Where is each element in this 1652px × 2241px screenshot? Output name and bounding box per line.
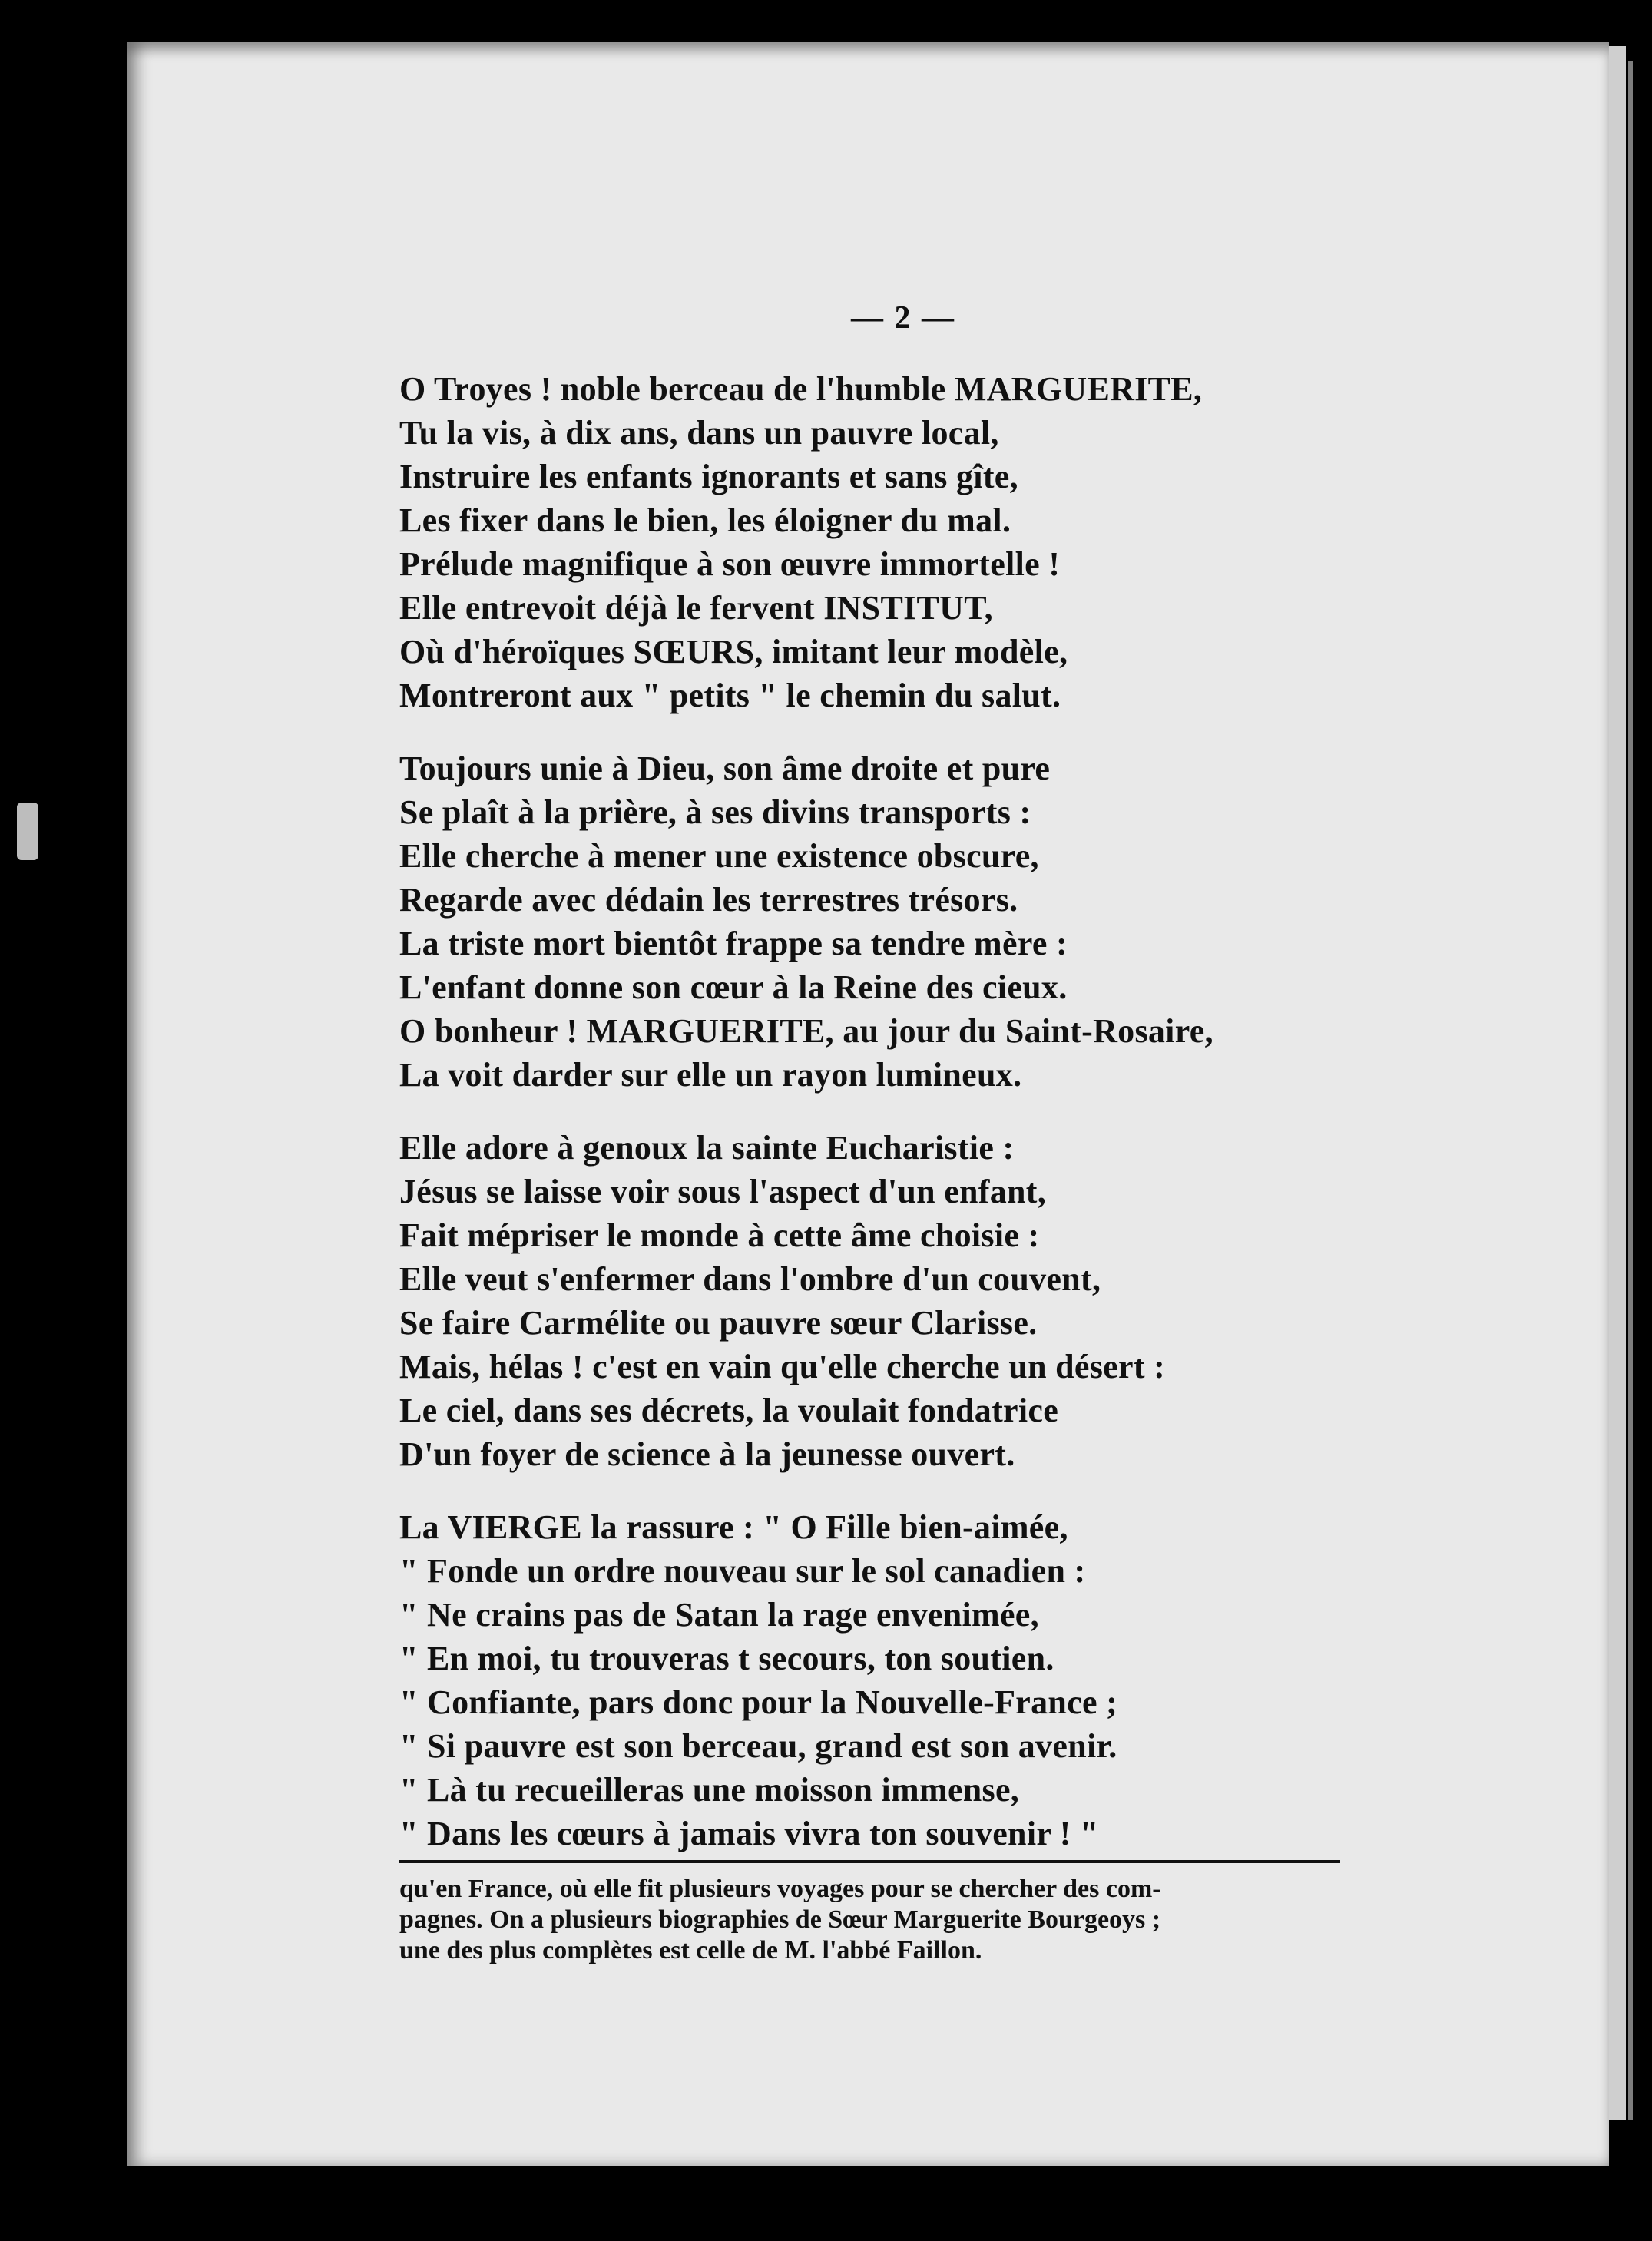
- poem-line: Instruire les enfants ignorants et sans gîte,: [399, 458, 1018, 495]
- poem-line: Où d'héroïques SŒURS, imitant leur modèle,: [399, 633, 1068, 670]
- poem-line: Elle adore à genoux la sainte Eucharistie :: [399, 1129, 1015, 1167]
- poem-line: La voit darder sur elle un rayon lumineux.: [399, 1056, 1022, 1094]
- poem-line: D'un foyer de science à la jeunesse ouvert.: [399, 1435, 1015, 1473]
- poem-line: " En moi, tu trouveras t secours, ton soutien.: [399, 1640, 1054, 1677]
- poem-line: Les fixer dans le bien, les éloigner du mal.: [399, 501, 1011, 539]
- poem-line: " Si pauvre est son berceau, grand est son avenir.: [399, 1727, 1117, 1765]
- footnote-line: une des plus complètes est celle de M. l'abbé Faillon.: [399, 1936, 982, 1965]
- poem-line: Toujours unie à Dieu, son âme droite et pure: [399, 750, 1051, 787]
- page-number: — 2 —: [851, 300, 955, 336]
- footnote-rule: [399, 1860, 1340, 1863]
- poem-line: " Ne crains pas de Satan la rage envenimée,: [399, 1596, 1039, 1634]
- poem-line: Se faire Carmélite ou pauvre sœur Clarisse.: [399, 1304, 1038, 1342]
- poem-line: " Confiante, pars donc pour la Nouvelle-France ;: [399, 1683, 1118, 1721]
- poem-line: Fait mépriser le monde à cette âme choisie :: [399, 1216, 1040, 1254]
- stanza-1: [399, 367, 1352, 717]
- poem-line: Elle veut s'enfermer dans l'ombre d'un couvent,: [399, 1260, 1101, 1298]
- poem: [399, 367, 1352, 1885]
- poem-line: Elle cherche à mener une existence obscure,: [399, 837, 1039, 875]
- poem-line: La VIERGE la rassure : " O Fille bien-aimée,: [399, 1508, 1068, 1546]
- poem-line: " Fonde un ordre nouveau sur le sol canadien :: [399, 1552, 1086, 1590]
- footnote: [399, 1874, 1352, 1966]
- poem-line: Jésus se laisse voir sous l'aspect d'un enfant,: [399, 1173, 1047, 1210]
- stanza-4: [399, 1505, 1352, 1855]
- poem-line: La triste mort bientôt frappe sa tendre mère :: [399, 925, 1068, 962]
- poem-line: " Là tu recueilleras une moisson immense,: [399, 1771, 1020, 1809]
- scanner-clip-mark: [17, 803, 38, 860]
- page-edge: [1609, 46, 1626, 2120]
- stanza-3: [399, 1126, 1352, 1476]
- poem-line: Mais, hélas ! c'est en vain qu'elle cherche un désert :: [399, 1348, 1166, 1385]
- stanza-2: [399, 746, 1352, 1097]
- poem-line: O bonheur ! MARGUERITE, au jour du Saint-Rosaire,: [399, 1012, 1213, 1050]
- poem-line: Tu la vis, à dix ans, dans un pauvre local,: [399, 414, 999, 452]
- poem-line: Prélude magnifique à son œuvre immortelle !: [399, 545, 1061, 583]
- poem-line: Elle entrevoit déjà le fervent INSTITUT,: [399, 589, 993, 627]
- footnote-line: qu'en France, où elle fit plusieurs voyages pour se chercher des com-: [399, 1875, 1161, 1903]
- poem-line: Le ciel, dans ses décrets, la voulait fondatrice: [399, 1392, 1059, 1429]
- poem-line: Montreront aux " petits " le chemin du salut.: [399, 677, 1061, 714]
- page-edge-line: [1628, 61, 1633, 2120]
- footnote-line: pagnes. On a plusieurs biographies de Sœur Marguerite Bourgeoys ;: [399, 1905, 1161, 1934]
- poem-line: O Troyes ! noble berceau de l'humble MARGUERITE,: [399, 370, 1203, 408]
- poem-line: L'enfant donne son cœur à la Reine des cieux.: [399, 968, 1068, 1006]
- poem-line: Regarde avec dédain les terrestres trésors.: [399, 881, 1018, 919]
- poem-line: " Dans les cœurs à jamais vivra ton souvenir ! ": [399, 1815, 1099, 1852]
- poem-line: Se plaît à la prière, à ses divins transports :: [399, 793, 1031, 831]
